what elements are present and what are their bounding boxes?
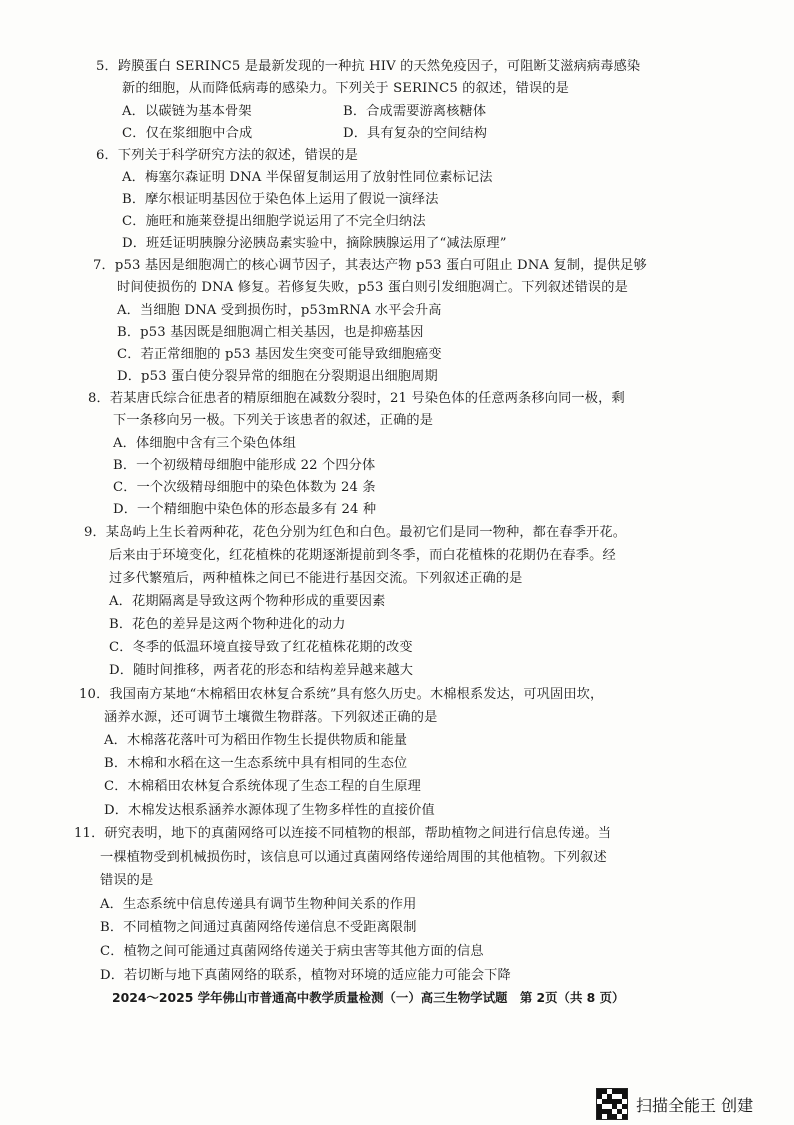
- q10-stem-line-2: 涵养水源，还可调节土壤微生物群落。下列叙述正确的是: [104, 710, 438, 725]
- q8-stem-line-1: 8．若某唐氏综合征患者的精原细胞在减数分裂时，21 号染色体的任意两条移向同一极，剩: [88, 391, 625, 406]
- q10-option-a: A．木棉落花落叶可为稻田作物生长提供物质和能量: [104, 733, 408, 748]
- q5-option-b: B．合成需要游离核糖体: [343, 104, 487, 119]
- q8-option-b: B．一个初级精母细胞中能形成 22 个四分体: [113, 458, 376, 473]
- q7-option-b: B．p53 基因既是细胞凋亡相关基因，也是抑癌基因: [117, 325, 424, 340]
- q9-option-c: C．冬季的低温环境直接导致了红花植株花期的改变: [109, 640, 413, 655]
- q7-stem-line-1: 7．p53 基因是细胞凋亡的核心调节因子，其表达产物 p53 蛋白可阻止 DNA 复制，提供足够: [93, 258, 647, 273]
- q9-option-d: D．随时间推移，两者花的形态和结构差异越来越大: [109, 663, 414, 678]
- q10-option-b: B．木棉和水稻在这一生态系统中具有相同的生态位: [104, 756, 408, 771]
- q7-option-a: A．当细胞 DNA 受到损伤时，p53mRNA 水平会升高: [117, 303, 442, 318]
- qr-code-icon: [596, 1088, 628, 1120]
- q5-option-c: C．仅在浆细胞中合成: [122, 126, 253, 141]
- q9-option-b: B．花色的差异是这两个物种进化的动力: [109, 617, 346, 632]
- q10-stem-line-1: 10．我国南方某地“木棉稻田农林复合系统”具有悠久历史。木棉根系发达，可巩固田坎，: [79, 687, 604, 702]
- q11-stem-line-2: 一棵植物受到机械损伤时，该信息可以通过真菌网络传递给周围的其他植物。下列叙述: [100, 850, 607, 865]
- page-footer: 2024～2025 学年佛山市普通高中教学质量检测（一）高三生物学试题 第 2页（共 8 页）: [112, 990, 625, 1005]
- scanner-watermark: [596, 1088, 753, 1120]
- q8-option-c: C．一个次级精母细胞中的染色体数为 24 条: [113, 480, 376, 495]
- q9-stem-line-1: 9．某岛屿上生长着两种花，花色分别为红色和白色。最初它们是同一物种，都在春季开花。: [84, 525, 627, 540]
- q8-option-a: A．体细胞中含有三个染色体组: [113, 436, 297, 451]
- q5-stem-line-2: 新的细胞，从而降低病毒的感染力。下列关于 SERINC5 的叙述，错误的是: [122, 81, 570, 96]
- q5-stem-line-1: 5．跨膜蛋白 SERINC5 是最新发现的一种抗 HIV 的天然免疫因子，可阻断艾滋病病毒感染: [96, 59, 641, 74]
- q11-stem-line-1: 11．研究表明，地下的真菌网络可以连接不同植物的根部，帮助植物之间进行信息传递。当: [74, 826, 612, 841]
- q10-option-d: D．木棉发达根系涵养水源体现了生物多样性的直接价值: [104, 803, 435, 818]
- q6-option-c: C．施旺和施莱登提出细胞学说运用了不完全归纳法: [122, 214, 426, 229]
- q6-option-b: B．摩尔根证明基因位于染色体上运用了假说一演绎法: [122, 192, 439, 207]
- q9-stem-line-2: 后来由于环境变化，红花植株的花期逐渐提前到冬季，而白花植株的花期仍在春季。经: [109, 548, 616, 563]
- q5-option-a: A．以碳链为基本骨架: [122, 104, 252, 119]
- q8-stem-line-2: 下一条移向另一极。下列关于该患者的叙述，正确的是: [113, 413, 434, 428]
- q7-option-c: C．若正常细胞的 p53 基因发生突变可能导致细胞癌变: [117, 347, 442, 362]
- q11-stem-line-3: 错误的是: [100, 873, 154, 888]
- q7-option-d: D．p53 蛋白使分裂异常的细胞在分裂期退出细胞周期: [117, 369, 438, 384]
- q8-option-d: D．一个精细胞中染色体的形态最多有 24 种: [113, 502, 377, 517]
- q5-option-d: D．具有复杂的空间结构: [343, 126, 488, 141]
- q7-stem-line-2: 时间使损伤的 DNA 修复。若修复失败，p53 蛋白则引发细胞凋亡。下列叙述错误的是: [117, 280, 628, 295]
- watermark-text: 扫描全能王 创建: [636, 1095, 754, 1115]
- q11-option-b: B．不同植物之间通过真菌网络传递信息不受距离限制: [100, 920, 417, 935]
- q6-stem-line-1: 6．下列关于科学研究方法的叙述，错误的是: [96, 148, 358, 163]
- q11-option-a: A．生态系统中信息传递具有调节生物种间关系的作用: [100, 897, 417, 912]
- q6-option-d: D．班廷证明胰腺分泌胰岛素实验中，摘除胰腺运用了“减法原理”: [122, 236, 507, 251]
- q11-option-d: D．若切断与地下真菌网络的联系，植物对环境的适应能力可能会下降: [100, 968, 511, 983]
- q9-stem-line-3: 过多代繁殖后，两种植株之间已不能进行基因交流。下列叙述正确的是: [109, 571, 523, 586]
- q9-option-a: A．花期隔离是导致这两个物种形成的重要因素: [109, 594, 386, 609]
- q11-option-c: C．植物之间可能通过真菌网络传递关于病虫害等其他方面的信息: [100, 944, 484, 959]
- q6-option-a: A．梅塞尔森证明 DNA 半保留复制运用了放射性同位素标记法: [122, 170, 493, 185]
- q10-option-c: C．木棉稻田农林复合系统体现了生态工程的自生原理: [104, 779, 422, 794]
